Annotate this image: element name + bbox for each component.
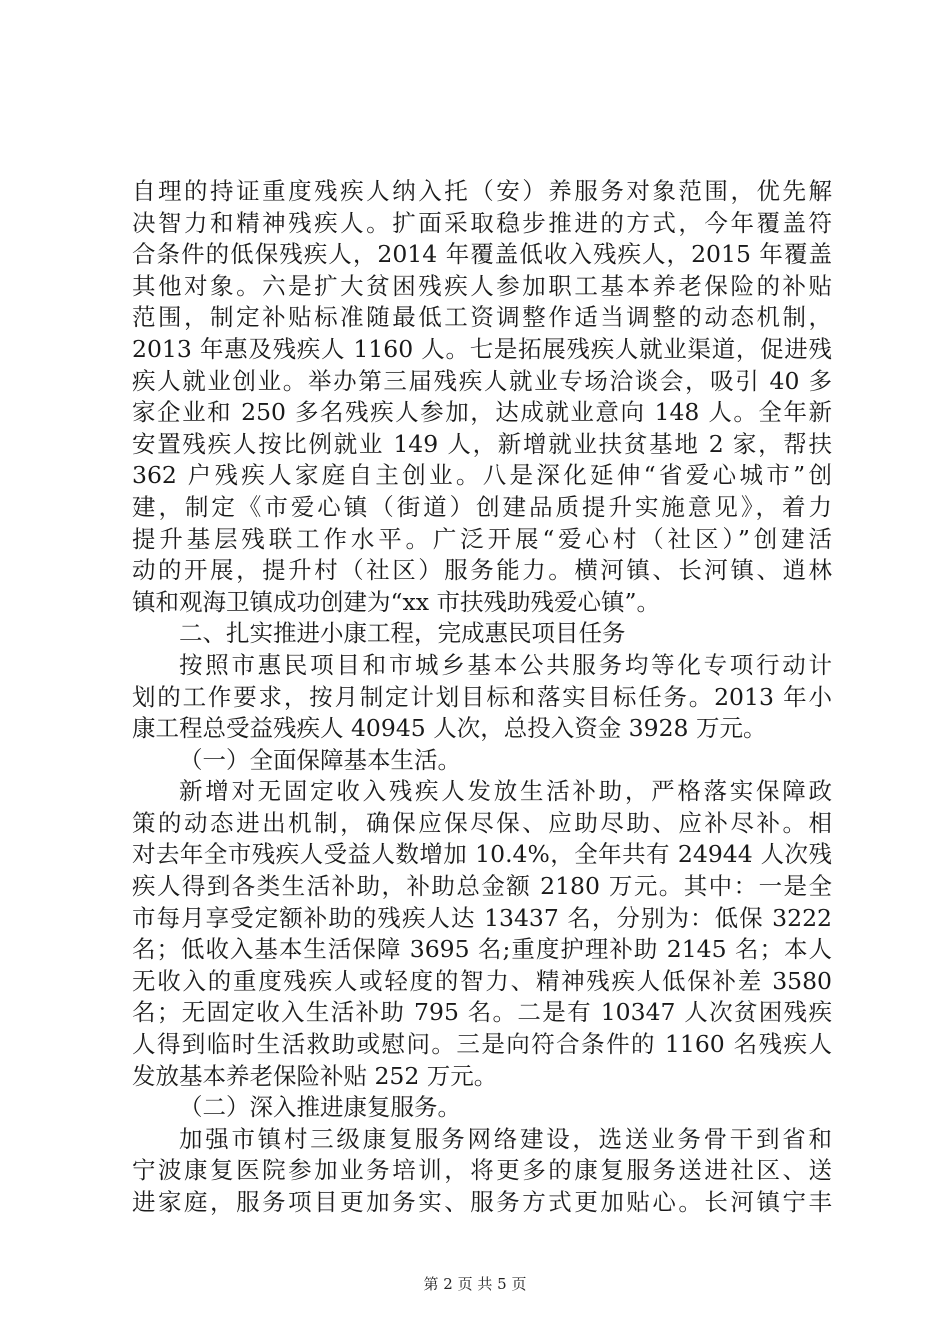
subsection-heading-1: （一）全面保障基本生活。 bbox=[179, 745, 461, 774]
body-line-7: 疾人就业创业。举办第三届残疾人就业专场洽谈会，吸引 40 多 bbox=[132, 366, 832, 395]
body-line-17: 划的工作要求，按月制定计划目标和落实目标任务。2013 年小 bbox=[132, 682, 832, 711]
body-line-9: 安置残疾人按比例就业 149 人，新增就业扶贫基地 2 家，帮扶 bbox=[132, 429, 832, 458]
body-line-24: 市每月享受定额补助的残疾人达 13437 名，分别为：低保 3222 bbox=[132, 903, 832, 932]
body-line-32: 宁波康复医院参加业务培训，将更多的康复服务送进社区、送 bbox=[132, 1156, 832, 1185]
body-line-11: 建，制定《市爱心镇（街道）创建品质提升实施意见》，着力 bbox=[132, 492, 832, 521]
body-line-31: 加强市镇村三级康复服务网络建设，选送业务骨干到省和 bbox=[179, 1124, 832, 1153]
body-line-1: 自理的持证重度残疾人纳入托（安）养服务对象范围，优先解 bbox=[132, 177, 832, 205]
body-line-5: 范围，制定补贴标准随最低工资调整作适当调整的动态机制， bbox=[132, 303, 832, 332]
document-body bbox=[132, 176, 832, 1219]
body-line-8: 家企业和 250 多名残疾人参加，达成就业意向 148 人。全年新 bbox=[132, 398, 832, 427]
body-line-3: 合条件的低保残疾人，2014 年覆盖低收入残疾人，2015 年覆盖 bbox=[132, 240, 832, 269]
body-line-13: 动的开展，提升村（社区）服务能力。横河镇、长河镇、逍林 bbox=[132, 556, 832, 585]
body-line-22: 对去年全市残疾人受益人数增加 10.4%，全年共有 24944 人次残 bbox=[132, 840, 832, 869]
body-line-12: 提升基层残联工作水平。广泛开展“爱心村（社区）”创建活 bbox=[132, 524, 832, 553]
body-line-29: 发放基本养老保险补贴 252 万元。 bbox=[132, 1061, 498, 1090]
body-line-23: 疾人得到各类生活补助，补助总金额 2180 万元。其中：一是全 bbox=[132, 872, 832, 901]
body-line-21: 策的动态进出机制，确保应保尽保、应助尽助、应补尽补。相 bbox=[132, 808, 832, 837]
body-line-33: 进家庭，服务项目更加务实、服务方式更加贴心。长河镇宁丰 bbox=[132, 1188, 832, 1216]
body-line-20: 新增对无固定收入残疾人发放生活补助，严格落实保障政 bbox=[179, 777, 832, 806]
body-line-6: 2013 年惠及残疾人 1160 人。七是拓展残疾人就业渠道，促进残 bbox=[132, 334, 832, 363]
body-line-16: 按照市惠民项目和市城乡基本公共服务均等化专项行动计 bbox=[179, 650, 832, 679]
body-line-25: 名；低收入基本生活保障 3695 名;重度护理补助 2145 名；本人 bbox=[132, 935, 832, 964]
body-line-26: 无收入的重度残疾人或轻度的智力、精神残疾人低保补差 3580 bbox=[132, 966, 832, 995]
body-line-4: 其他对象。六是扩大贫困残疾人参加职工基本养老保险的补贴 bbox=[132, 271, 832, 300]
body-line-2: 决智力和精神残疾人。扩面采取稳步推进的方式，今年覆盖符 bbox=[132, 208, 832, 237]
body-line-28: 人得到临时生活救助或慰问。三是向符合条件的 1160 名残疾人 bbox=[132, 1030, 832, 1059]
body-line-18: 康工程总受益残疾人 40945 人次，总投入资金 3928 万元。 bbox=[132, 714, 767, 743]
page-number-footer: 第 2 页 共 5 页 bbox=[423, 1275, 527, 1293]
body-line-14: 镇和观海卫镇成功创建为“xx 市扶残助残爱心镇”。 bbox=[132, 587, 661, 616]
subsection-heading-2: （二）深入推进康复服务。 bbox=[179, 1093, 461, 1122]
body-line-10: 362 户残疾人家庭自主创业。八是深化延伸“省爱心城市”创 bbox=[132, 461, 832, 490]
body-line-27: 名；无固定收入生活补助 795 名。二是有 10347 人次贫困残疾 bbox=[132, 998, 832, 1027]
section-heading-2: 二、扎实推进小康工程，完成惠民项目任务 bbox=[179, 619, 626, 648]
